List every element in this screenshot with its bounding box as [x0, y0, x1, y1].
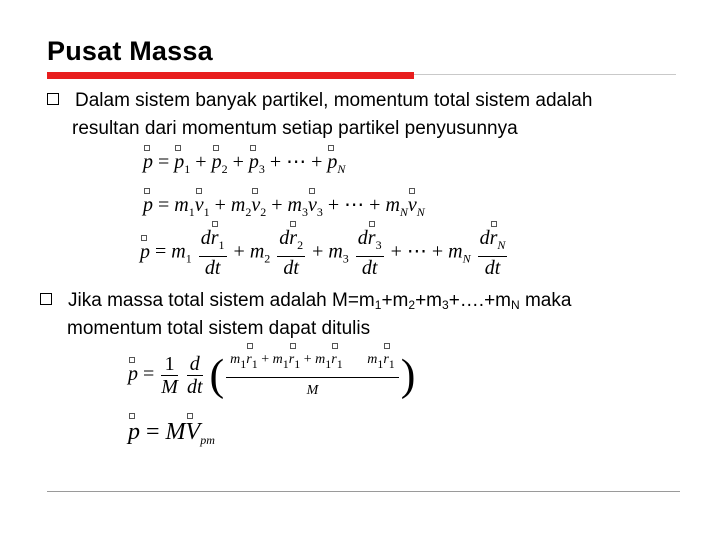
- equation-center-of-mass-velocity: $p = MV_{pm}$: [128, 419, 215, 447]
- bullet-1: [47, 88, 687, 144]
- title-underline-red: [47, 72, 414, 79]
- equation-total-mass-form: p = $\frac{1}{M}$ $\frac{d}{dt}$ ( $\frac{m1r1 + m1r1 + m1r1 m1r1}{M}$ ): [128, 350, 416, 400]
- bottom-divider: [47, 491, 680, 492]
- equation-mass-velocity: $p = m_1v_1 + m_2v_2 + m_3v_3$ + ⋯ + $m_Nv_N$: [143, 194, 425, 219]
- slide-title: Pusat Massa: [47, 36, 213, 66]
- equation-momentum-sum: $p = p_1 + p_2 + p_3$ + ⋯ + $p_N$: [143, 151, 346, 176]
- bullet-2-line-2: momentum total sistem dapat ditulis: [67, 318, 371, 339]
- bullet-1-line-2: resultan dari momentum setiap partikel penyusunnya: [72, 118, 518, 139]
- bullet-2-line-1: Jika massa total sistem adalah $M=m_1+m_2+m_3+\dots.+m_N$ maka: [68, 290, 572, 312]
- checkbox-bullet-icon: [47, 93, 59, 105]
- equation-derivative-form: $p = m_1$ $\frac{dr_1}{dt}$ + $m_2$ $\frac{dr_2}{dt}$ + $m_3$ $\frac{dr_3}{dt}$ + ⋯ + $m_N$ $\frac{dr_N}{dt}$: [140, 227, 506, 279]
- title-underline-thin: [414, 74, 676, 75]
- checkbox-bullet-icon: [40, 293, 52, 305]
- bullet-2: [40, 288, 690, 344]
- bullet-1-line-1: Dalam sistem banyak partikel, momentum total sistem adalah: [75, 90, 593, 111]
